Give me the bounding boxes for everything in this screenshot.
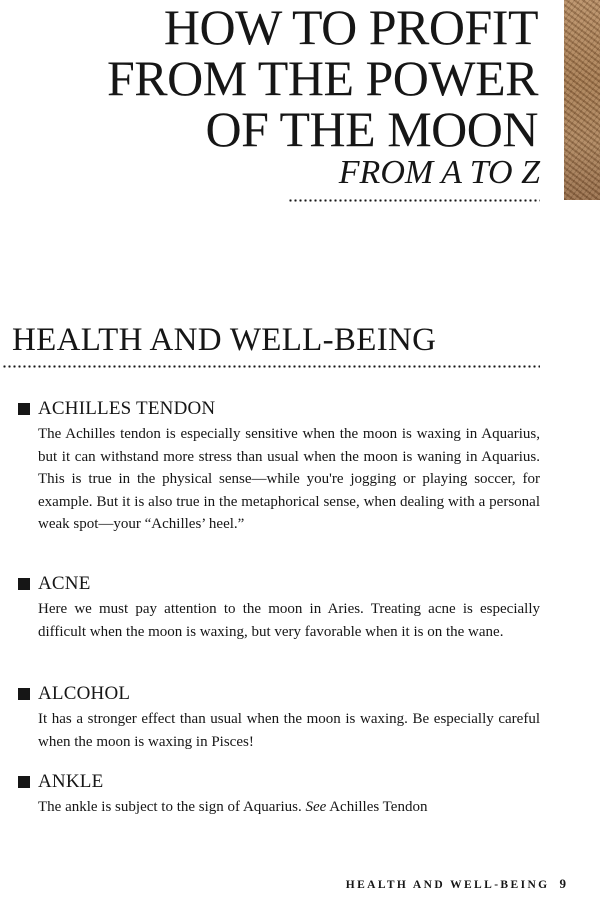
page-edge-texture [564,0,600,200]
running-head: HEALTH AND WELL-BEING [345,879,550,891]
entry-heading-text: ANKLE [38,771,104,792]
square-bullet-icon [18,578,30,590]
book-subtitle: FROM A TO Z [338,154,540,191]
square-bullet-icon [18,403,30,415]
book-title-line: FROM THE POWER [106,50,538,106]
entry-heading [18,573,540,595]
dotted-rule [288,199,540,202]
entry-heading [18,683,540,705]
entry-body: It has a stronger effect than usual when the moon is waxing. Be especially careful when the moon is waxing in Pisces! [38,711,540,750]
section-dotted-rule [2,365,540,368]
entry-heading [18,398,540,420]
entry-body: Here we must pay attention to the moon in Aries. Treating acne is especially difficult when the moon is waxing, but very favorable when it is on the wane. [38,601,540,640]
book-title [30,2,538,155]
book-title-line: OF THE MOON [205,101,538,157]
square-bullet-icon [18,776,30,788]
entry-body: The Achilles tendon is especially sensitive when the moon is waxing in Aquarius, but it can withstand more stress than usual when the moon is waning in Aquarius. This is true in the physical sense—while you're jogging or playing soccer, for example. But it is also true in the metaphorical sense, when dealing with a personal weak spot—your “Achilles’ heel.” [38,426,540,532]
entry-heading-text: ACHILLES TENDON [38,398,216,419]
entry-ankle [18,771,540,819]
entry-body-text: The ankle is subject to the sign of Aquarius. [38,799,306,815]
page-number: 9 [559,876,566,891]
section-title: HEALTH AND WELL-BEING [12,322,437,358]
square-bullet-icon [18,688,30,700]
cross-reference-link: Achilles Tendon [326,799,428,815]
book-title-line: HOW TO PROFIT [163,0,538,55]
entry-alcohol [18,683,540,753]
see-reference-label: See [305,799,327,815]
entry-heading-text: ALCOHOL [38,683,131,704]
entry-heading-text: ACNE [38,573,91,594]
page-footer [346,876,566,892]
entry-heading [18,771,540,793]
entry-acne [18,573,540,643]
entry-achilles-tendon [18,398,540,536]
entry-body [38,796,540,819]
